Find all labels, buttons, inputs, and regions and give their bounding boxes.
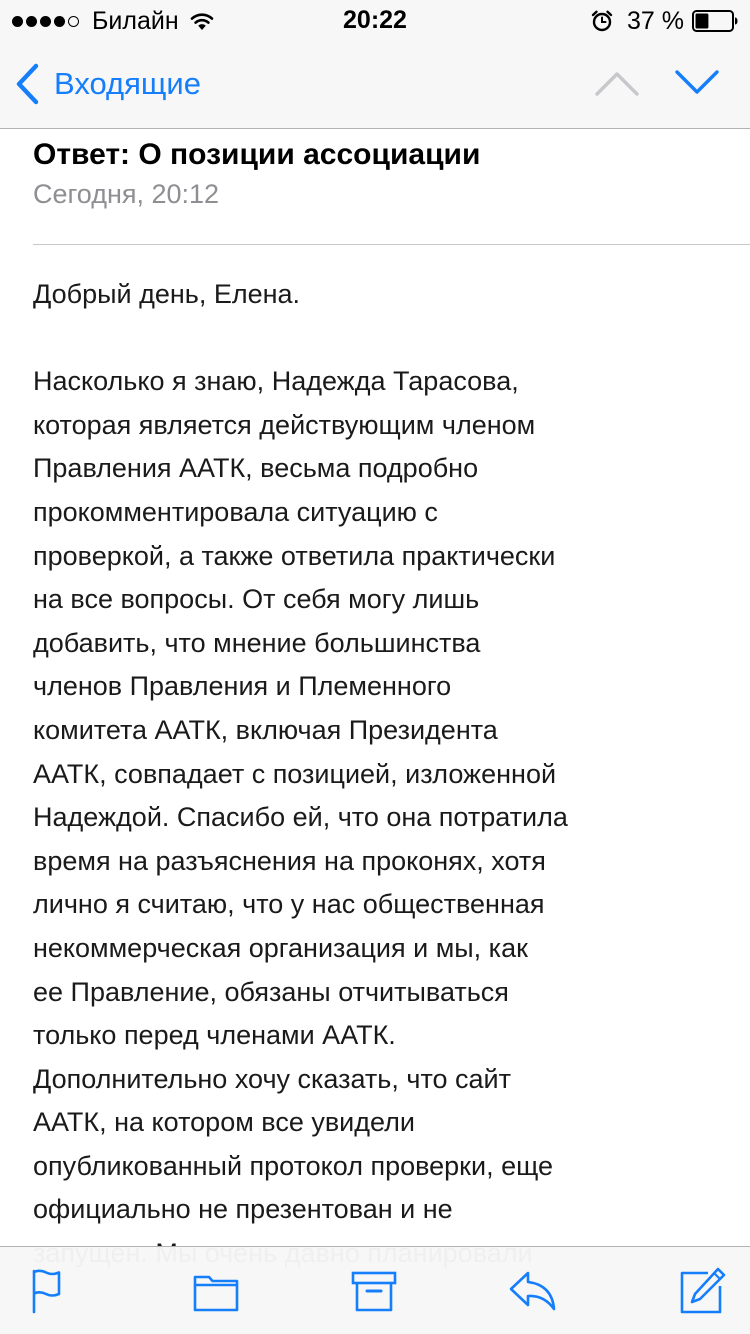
- body-line: проверкой, а также ответила практически: [33, 540, 556, 571]
- body-line: Дополнительно хочу сказать, что сайт: [33, 1063, 511, 1094]
- message-greeting: Добрый день, Елена.: [33, 279, 301, 309]
- battery-icon: [692, 10, 738, 32]
- compose-icon: [678, 1267, 726, 1315]
- battery-percent: 37 %: [627, 6, 684, 35]
- body-line: добавить, что мнение большинства: [33, 627, 481, 658]
- message-paragraph: [33, 360, 723, 1275]
- body-line: ААТК, совпадает с позицией, изложенной: [33, 758, 557, 789]
- back-button-label: Входящие: [54, 66, 201, 101]
- next-message-button[interactable]: [674, 66, 720, 100]
- message-body: [33, 273, 723, 1276]
- body-line: ее Правление, обязаны отчитываться: [33, 976, 509, 1007]
- chevron-down-icon: [674, 66, 720, 100]
- body-line: членов Правления и Племенного: [33, 671, 452, 702]
- back-to-inbox-button[interactable]: [14, 62, 201, 106]
- status-bar: [0, 0, 750, 40]
- carrier-name: Билайн: [92, 6, 179, 35]
- body-line: ААТК, на котором все увидели: [33, 1107, 415, 1138]
- archive-button[interactable]: [350, 1267, 398, 1315]
- body-line: которая является действующим членом: [33, 409, 536, 440]
- flag-button[interactable]: [26, 1267, 74, 1315]
- compose-button[interactable]: [678, 1267, 726, 1315]
- body-line: официально не презентован и не: [33, 1194, 453, 1225]
- alarm-icon: [591, 10, 613, 32]
- message-toolbar: [0, 1246, 750, 1334]
- body-line: Правления ААТК, весьма подробно: [33, 453, 479, 484]
- chevron-up-icon: [594, 66, 640, 100]
- body-line: Надеждой. Спасибо ей, что она потратила: [33, 802, 568, 833]
- move-to-folder-button[interactable]: [192, 1267, 240, 1315]
- archive-icon: [350, 1267, 398, 1315]
- folder-icon: [192, 1267, 240, 1315]
- body-line: опубликованный протокол проверки, еще: [33, 1150, 554, 1181]
- body-line: некоммерческая организация и мы, как: [33, 932, 528, 963]
- chevron-left-icon: [14, 63, 40, 105]
- status-time: 20:22: [343, 6, 407, 34]
- body-line: только перед членами ААТК.: [33, 1020, 396, 1051]
- body-line: на все вопросы. От себя могу лишь: [33, 584, 480, 615]
- body-line: прокомментировала ситуацию с: [33, 496, 438, 527]
- message-date: Сегодня, 20:12: [33, 179, 220, 209]
- body-line: время на разъяснения на проконях, хотя: [33, 845, 546, 876]
- navigation-bar: [0, 40, 750, 129]
- body-line: лично я считаю, что у нас общественная: [33, 889, 545, 920]
- body-line: комитета ААТК, включая Президента: [33, 714, 498, 745]
- flag-icon: [26, 1267, 74, 1315]
- reply-icon: [508, 1267, 556, 1315]
- body-line: Насколько я знаю, Надежда Тарасова,: [33, 366, 519, 397]
- previous-message-button[interactable]: [594, 66, 640, 100]
- header-divider: [33, 244, 750, 245]
- message-subject: Ответ: О позиции ассоциации: [33, 138, 481, 171]
- status-bar-right: [591, 6, 738, 36]
- reply-button[interactable]: [508, 1267, 556, 1315]
